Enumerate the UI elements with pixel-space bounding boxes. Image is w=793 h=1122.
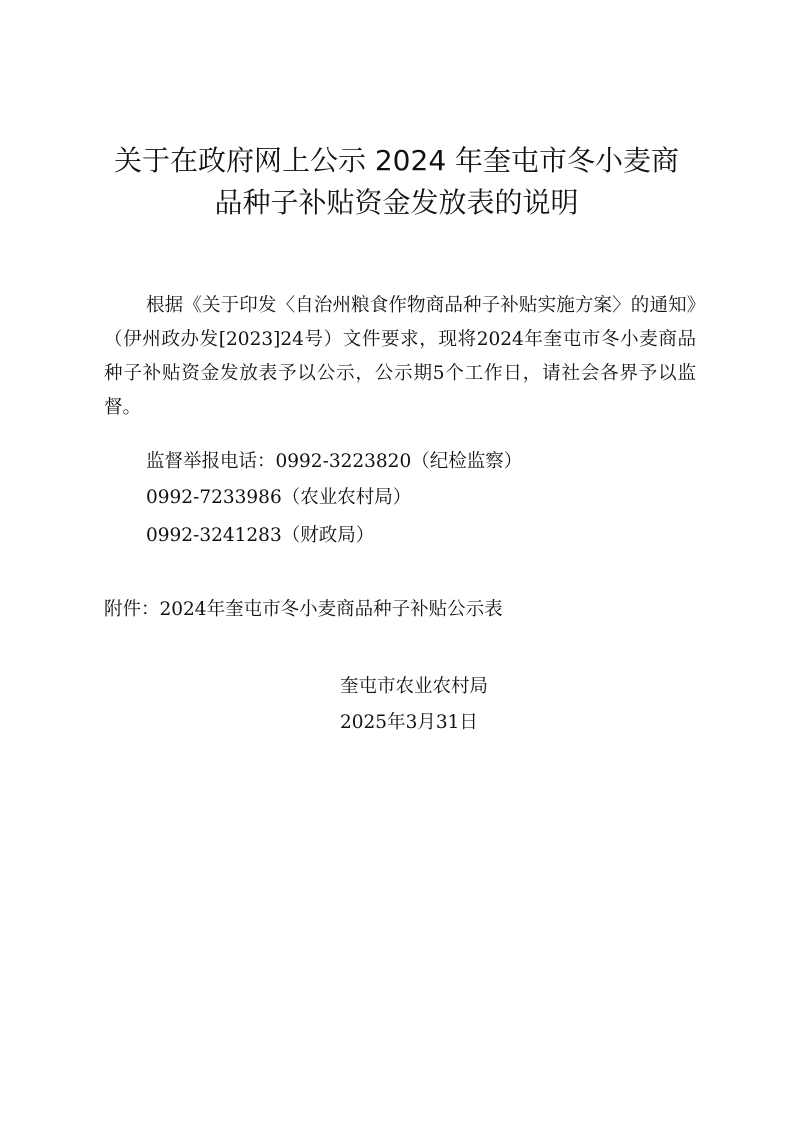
issue-date: 2025年3月31日 bbox=[340, 712, 478, 733]
document-title bbox=[60, 140, 733, 224]
title-line-2: 品种子补贴资金发放表的说明 bbox=[214, 186, 579, 219]
contact-line-supervision: 监督举报电话：0992-3223820（纪检监察） bbox=[146, 451, 523, 472]
contact-line-finance: 0992-3241283（财政局） bbox=[146, 525, 375, 546]
title-line-1: 关于在政府网上公示 2024 年奎屯市冬小麦商 bbox=[113, 144, 680, 177]
contact-line-agriculture: 0992-7233986（农业农村局） bbox=[146, 487, 412, 508]
attachment-note: 附件：2024年奎屯市冬小麦商品种子补贴公示表 bbox=[104, 599, 503, 620]
issuer-name: 奎屯市农业农村局 bbox=[340, 676, 489, 697]
body-paragraph: 根据《关于印发〈自治州粮食作物商品种子补贴实施方案〉的通知》（伊州政办发[2023]24号）文件要求，现将2024年奎屯市冬小麦商品种子补贴资金发放表予以公示，公示期5个工作日，请社会各界予以监督。 bbox=[104, 295, 696, 418]
